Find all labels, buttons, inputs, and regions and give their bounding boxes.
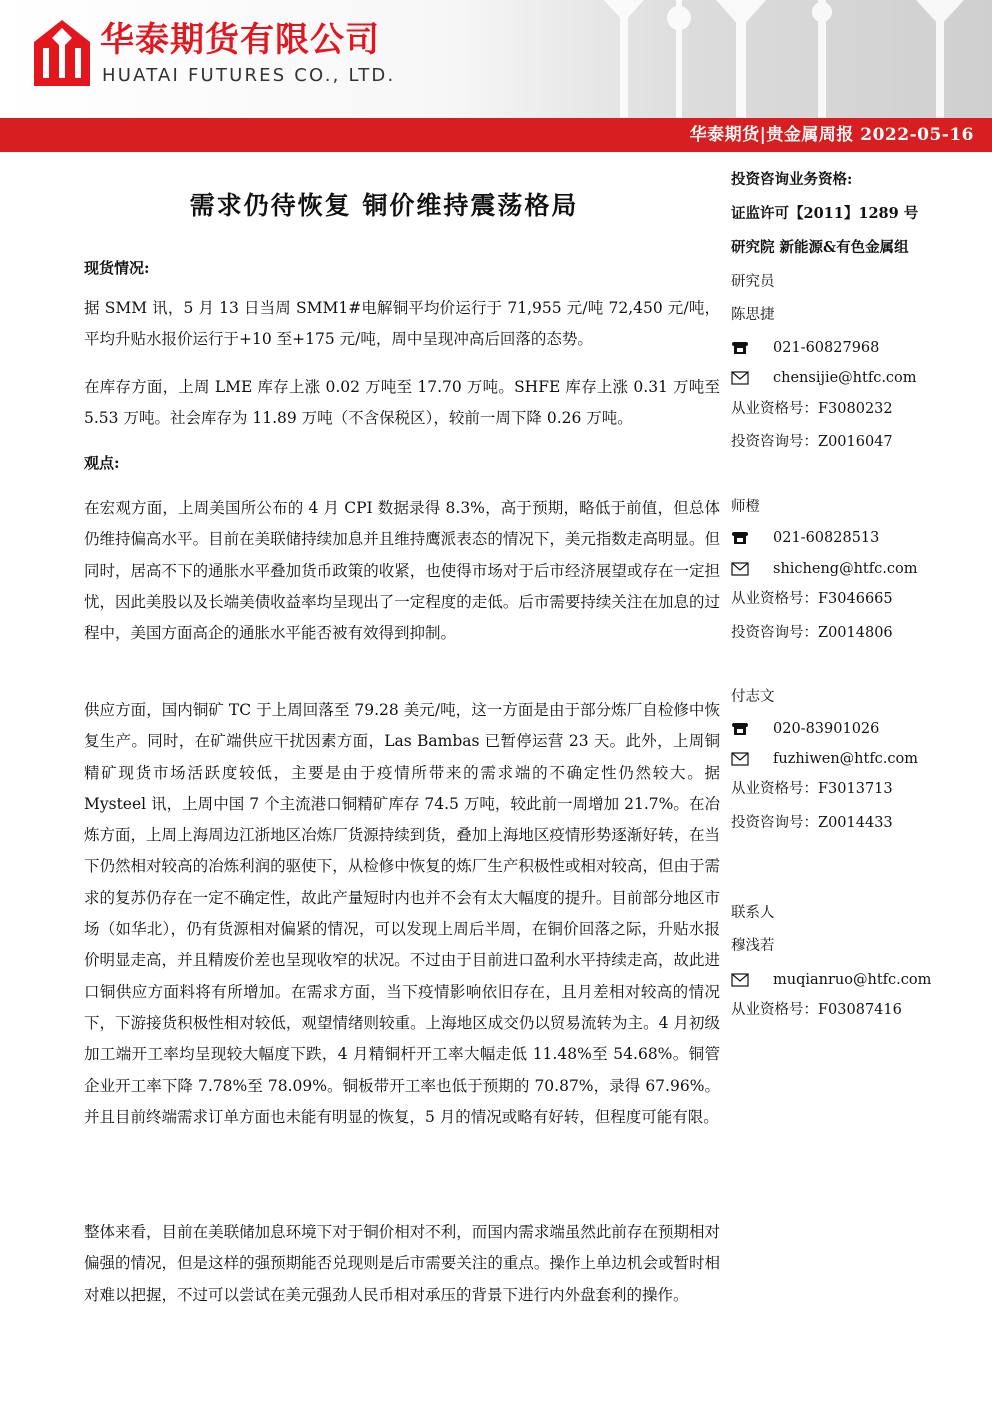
analyst-sidebar: [731, 0, 986, 1403]
researcher-email[interactable]: fuzhiwen@htfc.com: [773, 751, 919, 767]
phone-icon: [731, 531, 749, 545]
researcher-consult-number: 投资咨询号：Z0014806: [731, 625, 893, 641]
researcher-consult-number: 投资咨询号：Z0016047: [731, 434, 893, 450]
license-number: 证监许可【2011】1289 号: [731, 205, 919, 222]
researcher-phone: 021-60828513: [773, 530, 880, 546]
contact-qualification: 从业资格号：F03087416: [731, 1002, 902, 1018]
phone-icon: [731, 341, 749, 355]
document-title: 需求仍待恢复 铜价维持震荡格局: [189, 191, 579, 220]
company-name-en: HUATAI FUTURES CO., LTD.: [102, 65, 396, 86]
researcher-qualification: 从业资格号：F3080232: [731, 401, 893, 417]
researcher-qualification: 从业资格号：F3013713: [731, 781, 893, 797]
researcher-name: 陈思捷: [731, 307, 775, 323]
researcher-email[interactable]: chensijie@htfc.com: [773, 370, 917, 386]
section-heading-spot: 现货情况:: [84, 259, 150, 277]
researcher-label: 研究员: [731, 274, 775, 290]
company-name-cn: 华泰期货有限公司: [100, 20, 380, 60]
phone-icon: [731, 722, 749, 736]
contact-label: 联系人: [731, 905, 775, 921]
email-icon: [731, 562, 749, 576]
researcher-consult-number: 投资咨询号：Z0014433: [731, 815, 893, 831]
huatai-logo-icon: [34, 20, 90, 86]
researcher-name: 师橙: [731, 499, 760, 515]
researcher-phone: 021-60827968: [773, 340, 880, 356]
contact-name: 穆浅若: [731, 938, 775, 954]
department: 研究院 新能源&有色金属组: [731, 239, 909, 256]
paragraph-macro: 在宏观方面，上周美国所公布的 4 月 CPI 数据录得 8.3%，高于预期，略低于前值，但总体仍维持偏高水平。目前在美联储持续加息并且维持鹰派表态的情况下，美元指数走高明显。但同时，居高不下的通胀水平叠加货币政策的收紧，也使得市场对于后市经济展望或存在一定担忧，因此美股以及长端美债收益率均呈现出了一定程度的走低。后市需要持续关注在加息的过程中，美国方面高企的通胀水平能否被有效得到抑制。: [84, 499, 720, 643]
researcher-email[interactable]: shicheng@htfc.com: [773, 561, 918, 577]
paragraph-spot-price: 据 SMM 讯，5 月 13 日当周 SMM1#电解铜平均价运行于 71,955 元/吨 72,450 元/吨，平均升贴水报价运行于+10 至+175 元/吨，周中呈现冲高后回落的态势。: [84, 299, 720, 349]
researcher-qualification: 从业资格号：F3046665: [731, 591, 893, 607]
email-icon: [731, 973, 749, 987]
paragraph-supply-demand: 供应方面，国内铜矿 TC 于上周回落至 79.28 美元/吨，这一方面是由于部分炼厂自检修中恢复生产。同时，在矿端供应干扰因素方面，Las Bambas 已暂停运营 23 天。此外，上周铜精矿现货市场活跃度较低，主要是由于疫情所带来的需求端的不确定性仍然较大。据 Mysteel 讯，上周中国 7 个主流港口铜精矿库存 74.5 万吨，较此前一周增加 21.7%。在冶炼方面，上周上海周边江浙地区冶炼厂货源持续到货，叠加上海地区疫情形势逐渐好转，在当下仍然相对较高的冶炼利润的驱使下，从检修中恢复的炼厂生产积极性或相对较高，但由于需求的复苏仍存在一定不确定性，故此产量短时内也并不会有太大幅度的提升。目前部分地区市场（如华北），仍有货源相对偏紧的情况，可以发现上周后半周，在铜价回落之际，升贴水报价明显走高，并且精废价差也呈现收窄的状况。不过由于目前进口盈利水平持续走高，故此进口铜供应方面料将有所增加。在需求方面，当下疫情影响依旧存在，且月差相对较高的情况下，下游接货积极性相对较低，观望情绪则较重。上海地区成交仍以贸易流转为主。4 月初级加工端开工率均呈现较大幅度下跌，4 月精铜杆开工率大幅走低 11.48%至 54.68%。铜管企业开工率下降 7.78%至 78.09%。铜板带开工率也低于预期的 70.87%，录得 67.96%。并且目前终端需求订单方面也未能有明显的恢复，5 月的情况或略有好转，但程度可能有限。: [84, 701, 720, 1126]
researcher-name: 付志文: [731, 689, 775, 705]
researcher-phone: 020-83901026: [773, 721, 880, 737]
paragraph-summary: 整体来看，目前在美联储加息环境下对于铜价相对不利，而国内需求端虽然此前存在预期相对偏强的情况，但是这样的强预期能否兑现则是后市需要关注的重点。操作上单边机会或暂时相对难以把握，不过可以尝试在美元强劲人民币相对承压的背景下进行内外盘套利的操作。: [84, 1223, 720, 1304]
report-banner-text: 华泰期货|贵金属周报 2022-05-16: [689, 125, 974, 145]
email-icon: [731, 752, 749, 766]
email-icon: [731, 371, 749, 385]
section-heading-view: 观点:: [84, 454, 120, 472]
qualification-title: 投资咨询业务资格:: [731, 171, 853, 188]
paragraph-inventory: 在库存方面，上周 LME 库存上涨 0.02 万吨至 17.70 万吨。SHFE 库存上涨 0.31 万吨至 5.53 万吨。社会库存为 11.89 万吨（不含保税区），较前一周下降 0.26 万吨。: [84, 378, 720, 428]
contact-email[interactable]: muqianruo@htfc.com: [773, 972, 932, 988]
